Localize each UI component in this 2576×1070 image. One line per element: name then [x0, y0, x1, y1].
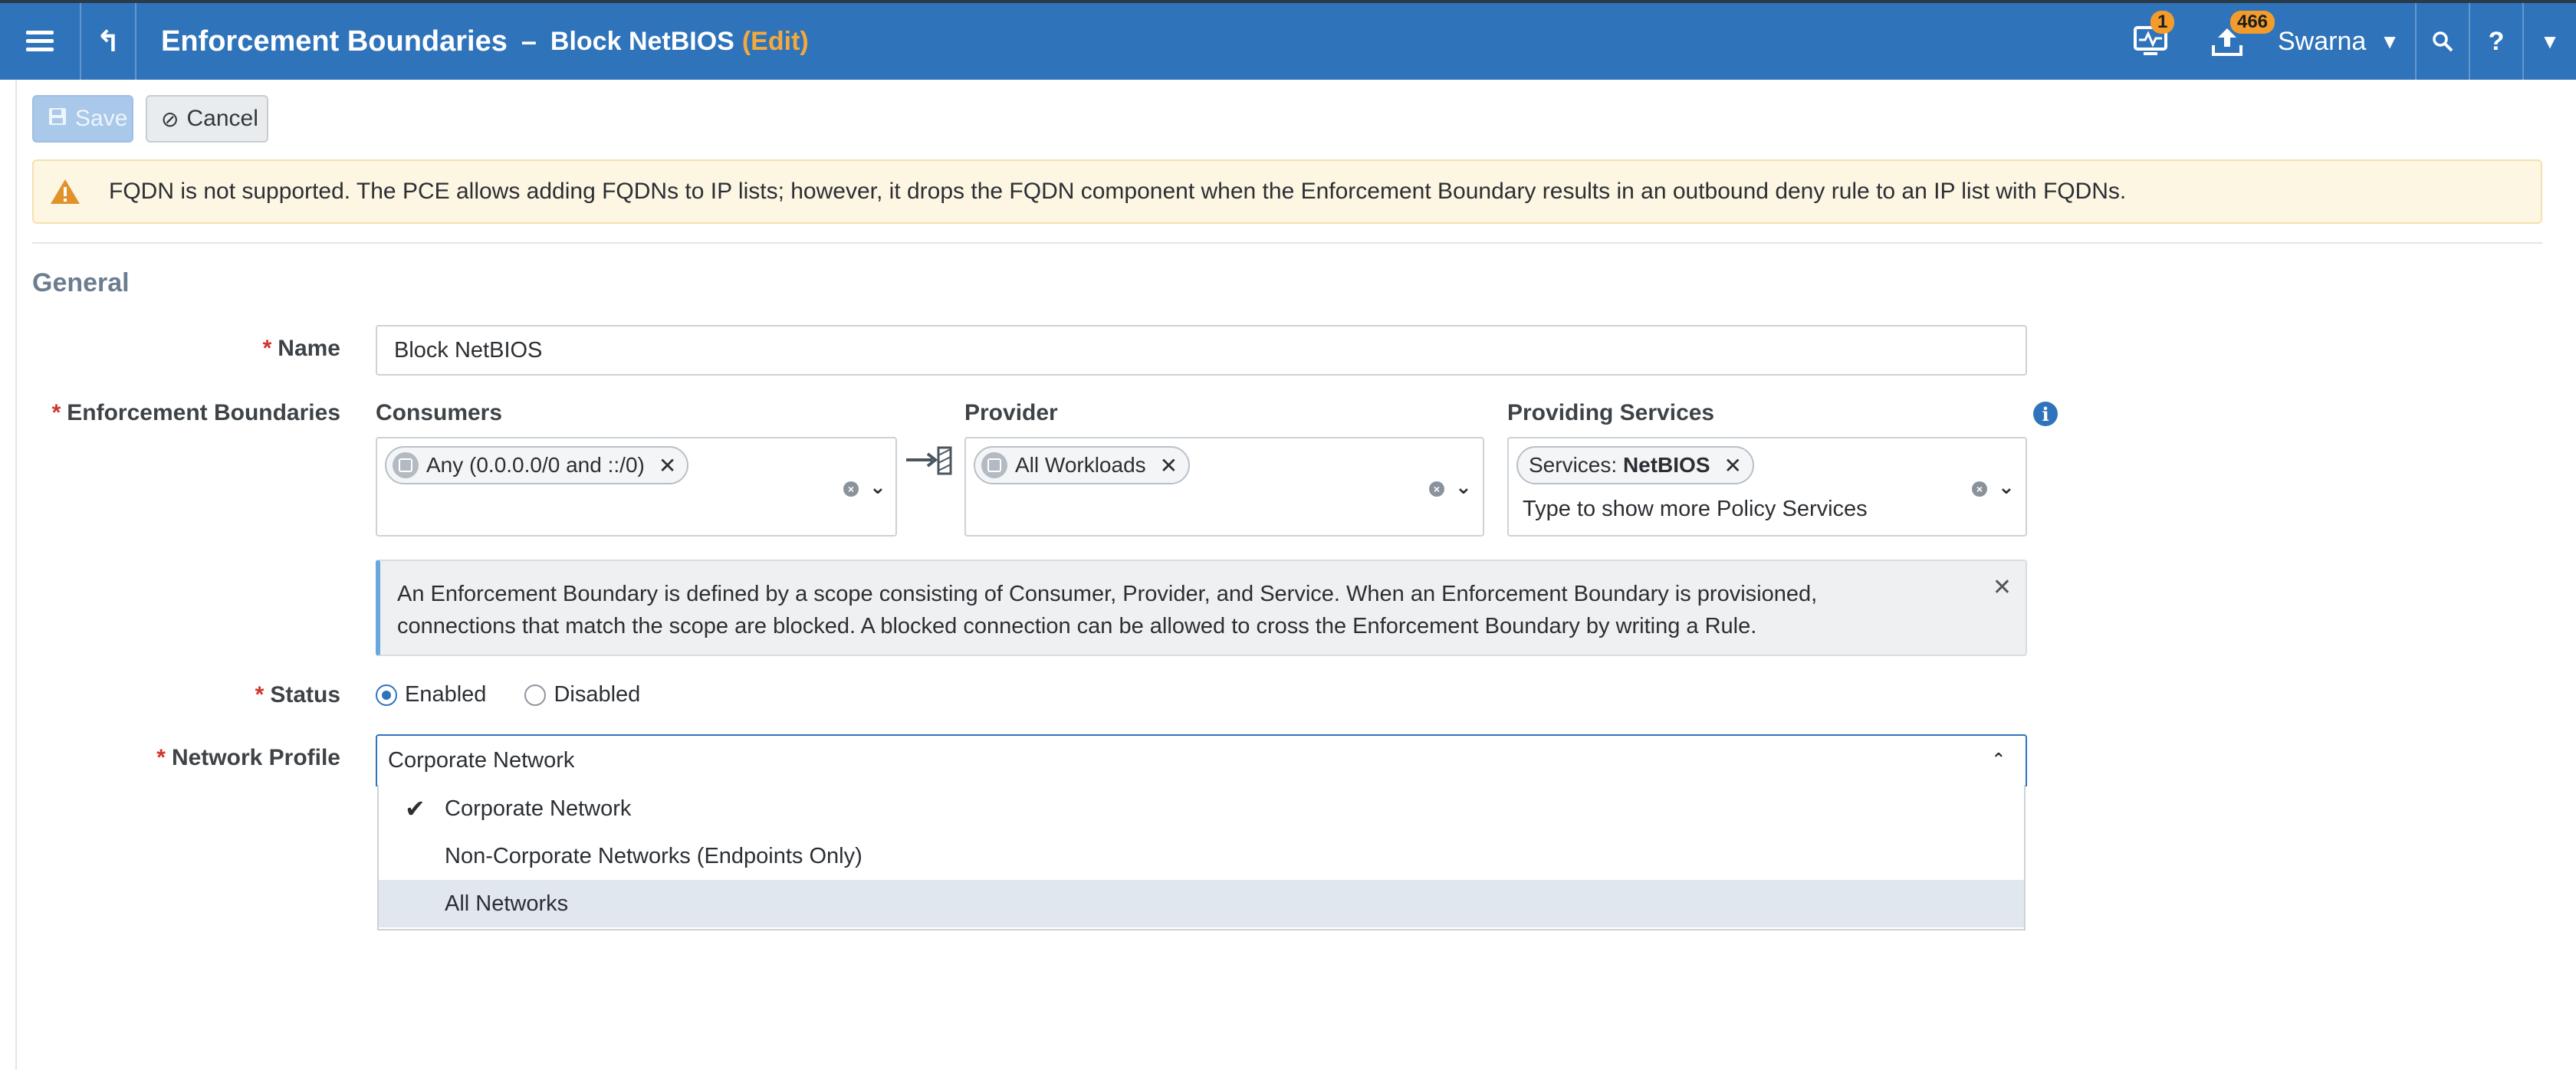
option-label: Corporate Network: [445, 796, 632, 821]
user-menu[interactable]: [2278, 27, 2400, 57]
close-icon[interactable]: ✕: [1992, 575, 2012, 600]
check-icon: ✔: [405, 795, 426, 822]
name-input[interactable]: [376, 325, 2027, 376]
consumer-chip[interactable]: [385, 446, 688, 484]
option-non-corporate-networks[interactable]: [379, 832, 2024, 880]
provider-chip-label: All Workloads: [1015, 453, 1146, 477]
save-button[interactable]: [32, 95, 133, 143]
top-bar: [0, 0, 2576, 80]
remove-chip-icon[interactable]: ✕: [1723, 453, 1742, 478]
info-text-line-2: connections that match the scope are blocked. A blocked connection can be allowed to cross the Enforcement Boundary by writing a Rule.: [397, 614, 1757, 638]
provider-label: Provider: [964, 400, 1058, 425]
search-icon[interactable]: [2415, 3, 2469, 80]
edit-mode-label: (Edit): [741, 26, 809, 56]
service-chip[interactable]: [1516, 446, 1754, 484]
page-subtitle: Block NetBIOS: [550, 26, 734, 56]
info-icon[interactable]: i: [2033, 402, 2058, 426]
enforcement-boundaries-label: * Enforcement Boundaries: [51, 400, 340, 425]
page-title: Enforcement Boundaries: [161, 25, 508, 57]
status-label: * Status: [255, 682, 340, 707]
menu-icon[interactable]: [0, 3, 80, 80]
service-chip-value: NetBIOS: [1622, 453, 1710, 477]
remove-chip-icon[interactable]: ✕: [1159, 453, 1178, 478]
status-radio-group: [376, 682, 678, 707]
option-label: Non-Corporate Networks (Endpoints Only): [445, 843, 863, 868]
cancel-circle-icon: ⊘: [161, 107, 179, 131]
floppy-disk-icon: [48, 107, 67, 132]
more-chevron-icon[interactable]: ▼: [2522, 3, 2576, 80]
name-value: Block NetBIOS: [394, 337, 543, 363]
consumers-label: Consumers: [376, 400, 503, 425]
network-profile-dropdown: [377, 785, 2026, 931]
chevron-down-icon: ▼: [2380, 29, 2400, 53]
provision-upload-icon[interactable]: [2189, 3, 2269, 80]
back-arrow-icon[interactable]: ↰: [96, 25, 120, 58]
network-profile-label: * Network Profile: [156, 745, 340, 770]
cancel-button[interactable]: [146, 95, 268, 143]
provider-select[interactable]: [964, 437, 1484, 537]
boundary-arrow-icon: [905, 445, 955, 480]
service-chip-prefix: Services:: [1529, 453, 1618, 477]
clear-icon[interactable]: ×: [1972, 481, 1987, 497]
clear-icon[interactable]: ×: [1429, 481, 1444, 497]
services-placeholder[interactable]: Type to show more Policy Services: [1523, 497, 1868, 521]
chevron-up-icon[interactable]: ⌃: [1991, 750, 2006, 769]
notification-badge: 1: [2150, 11, 2174, 34]
provider-chip[interactable]: [974, 446, 1190, 484]
page-left-border: [15, 80, 17, 1070]
network-profile-select[interactable]: [376, 734, 2027, 786]
chevron-down-icon[interactable]: ⌄: [869, 475, 886, 498]
upload-count-badge: 466: [2230, 11, 2275, 34]
health-monitor-icon[interactable]: [2112, 3, 2189, 80]
status-disabled-label[interactable]: Disabled: [554, 682, 641, 707]
title-separator: –: [521, 25, 537, 57]
consumers-select[interactable]: [376, 437, 897, 537]
remove-chip-icon[interactable]: ✕: [658, 453, 677, 478]
chevron-down-icon[interactable]: ⌄: [1455, 475, 1472, 498]
chevron-down-icon[interactable]: ⌄: [1998, 475, 2015, 498]
magnifier-icon: [2431, 30, 2454, 53]
providing-services-label: Providing Services: [1507, 400, 1715, 425]
name-label: * Name: [262, 336, 340, 361]
consumer-chip-label: Any (0.0.0.0/0 and ::/0): [426, 453, 645, 477]
section-general-heading: General: [32, 268, 130, 297]
clear-icon[interactable]: ×: [843, 481, 859, 497]
enforcement-boundary-info: [376, 560, 2027, 656]
option-all-networks[interactable]: [379, 880, 2024, 927]
workload-icon: [981, 452, 1007, 478]
help-icon[interactable]: ?: [2469, 3, 2522, 80]
divider: [32, 242, 2542, 244]
ip-list-icon: [393, 452, 419, 478]
info-text-line-1: An Enforcement Boundary is defined by a scope consisting of Consumer, Provider, and Service. When an Enforcement Boundary is provisioned,: [397, 582, 1818, 606]
header-divider: [135, 3, 136, 80]
user-name: Swarna: [2277, 26, 2367, 56]
network-profile-value: Corporate Network: [388, 747, 575, 773]
save-label: Save: [75, 106, 128, 131]
option-corporate-network[interactable]: [379, 785, 2024, 832]
warning-text: FQDN is not supported. The PCE allows adding FQDNs to IP lists; however, it drops the FQDN component when the Enforcement Boundary results in an outbound deny rule to an IP list with FQDNs.: [109, 179, 2127, 204]
providing-services-select[interactable]: [1507, 437, 2027, 537]
status-disabled-radio[interactable]: [524, 684, 546, 706]
status-enabled-label[interactable]: Enabled: [405, 682, 487, 707]
warning-icon: [49, 178, 81, 205]
header-actions: [2112, 3, 2576, 80]
cancel-label: Cancel: [186, 106, 258, 131]
option-label: All Networks: [445, 891, 569, 916]
status-enabled-radio[interactable]: [376, 684, 397, 706]
fqdn-warning-banner: [32, 159, 2542, 224]
